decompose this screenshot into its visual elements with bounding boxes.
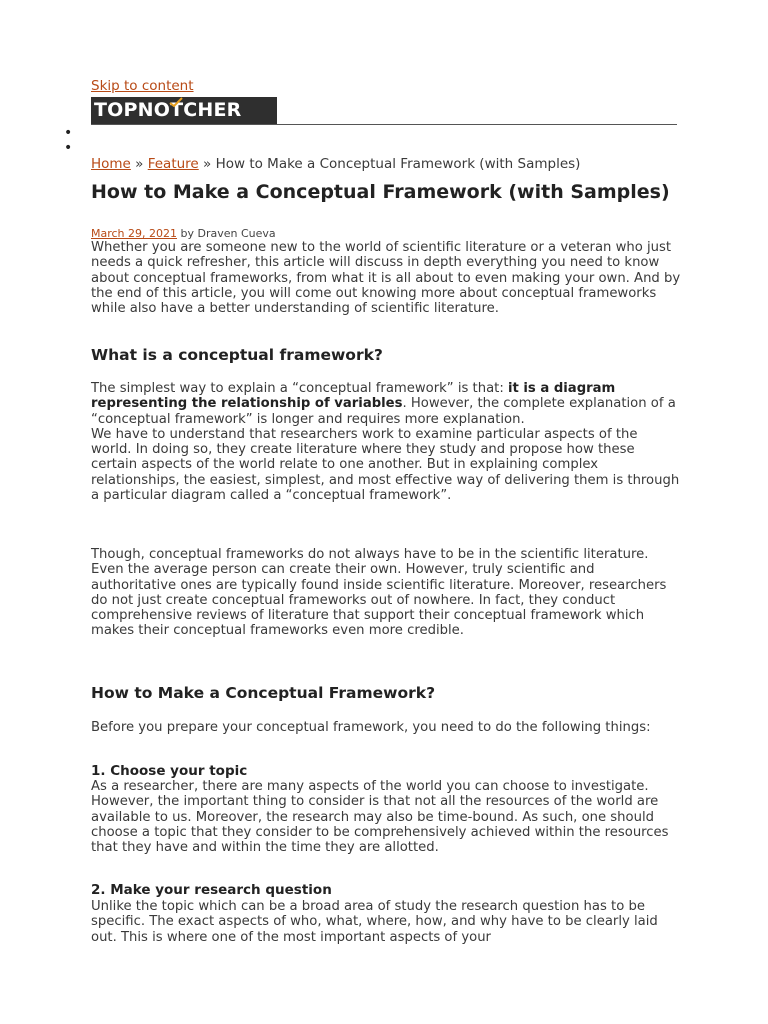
logo-text: TOPNOTCHER: [94, 99, 242, 121]
header-divider: [91, 124, 677, 125]
skip-to-content-link[interactable]: Skip to content: [91, 78, 194, 94]
byline-by: by: [177, 227, 198, 240]
nav-menu: [64, 126, 72, 156]
site-logo[interactable]: [91, 97, 277, 124]
section-heading-what-is: What is a conceptual framework?: [91, 346, 383, 364]
breadcrumb-current: How to Make a Conceptual Framework (with Samples): [215, 156, 581, 172]
breadcrumb-home-link[interactable]: Home: [91, 156, 131, 172]
paragraph-bold-text: it is a diagram representing the relationship of variables: [91, 381, 616, 412]
section2-paragraph-1: Before you prepare your conceptual framework, you need to do the following things:: [91, 720, 651, 735]
breadcrumb-separator: »: [198, 156, 216, 172]
step2-heading: 2. Make your research question: [91, 882, 332, 898]
paragraph-text: The simplest way to explain a “conceptual framework” is that:: [91, 381, 508, 396]
breadcrumb-feature-link[interactable]: Feature: [147, 156, 199, 172]
section1-paragraph-2: We have to understand that researchers work to examine particular aspects of the world. In doing so, they create literature where they study and propose how these certain aspects of the world relate to one another. But in explaining complex relationships, the easiest, simplest, and most effective way of delivering them is through a particular diagram called a “conceptual framework”.: [91, 426, 680, 504]
logo-check-icon: [169, 97, 183, 107]
step1-heading: 1. Choose your topic: [91, 763, 248, 779]
article-author: Draven Cueva: [197, 227, 276, 240]
nav-bullet-2[interactable]: •: [64, 140, 73, 156]
article-title: How to Make a Conceptual Framework (with Samples): [91, 181, 670, 203]
paragraph-text: . However, the complete explanation of a “conceptual framework” is longer and requires more explanation.: [91, 396, 676, 427]
breadcrumb-separator: »: [130, 156, 148, 172]
article-intro: Whether you are someone new to the world of scientific literature or a veteran who just needs a quick refresher, this article will discuss in depth everything you need to know about conceptual frameworks, from what it is all about to even making your own. And by the end of this article, you will come out knowing more about conceptual frameworks while also have a better understanding of scientific literature.: [91, 240, 681, 317]
section1-paragraph-3: Though, conceptual frameworks do not always have to be in the scientific literature. Even the average person can create their own. However, truly scientific and authoritative ones are typically found inside scientific literature. Moreover, researchers do not just create conceptual frameworks out of nowhere. In fact, they conduct comprehensive reviews of literature that support their conceptual framework which makes their conceptual frameworks even more credible.: [91, 547, 667, 639]
section-heading-how-to: How to Make a Conceptual Framework?: [91, 684, 436, 702]
article-meta: [91, 227, 276, 240]
section1-paragraph-1: [91, 381, 681, 427]
section1-paragraphs: [91, 381, 681, 503]
breadcrumb: [91, 156, 580, 172]
step1-text: As a researcher, there are many aspects of the world you can choose to investigate. However, the important thing to consider is that not all the resources of the world are available to us. Moreover, the research may also be time-bound. As such, one should choose a topic that they consider to be comprehensively achieved within the resources that they have and within the time they are allotted.: [91, 779, 669, 856]
article-date-link[interactable]: March 29, 2021: [91, 227, 178, 240]
nav-bullet-1[interactable]: •: [64, 125, 73, 141]
step2-text: Unlike the topic which can be a broad area of study the research question has to be specific. The exact aspects of who, what, where, how, and why have to be clearly laid out. This is where one of the most important aspects of your: [91, 899, 658, 945]
